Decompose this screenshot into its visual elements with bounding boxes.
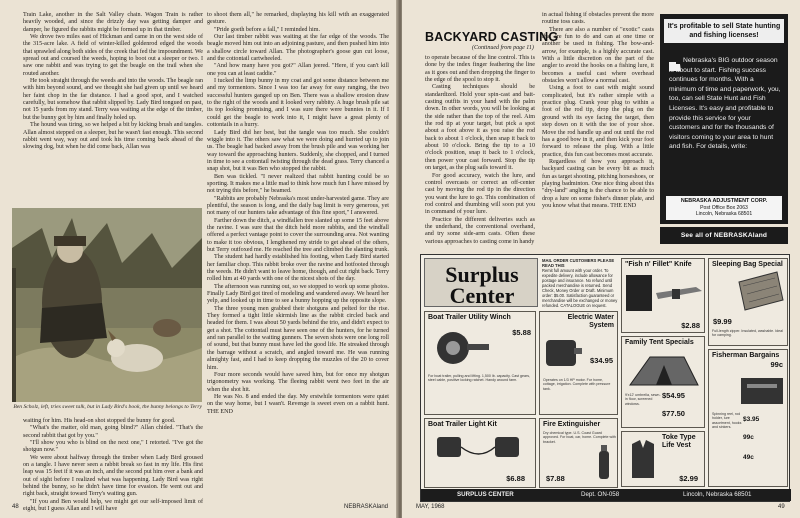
paragraph: We were about halfway through the timber when Lady Bird groused on a tangle. I have never seen a rabbit break so fast in my life. His first leap was 15 feet if it was an inch, and the second put him over a bank and out of sight before I realized what was happening. Lady Bird was right behind the bunny, so he didn't have time for evasion. He went out and right back, straight toward Terry's waiting gun. (23, 454, 203, 498)
paragraph: waiting for him. His head-on shot stopped the bunny for good. (23, 418, 176, 424)
paragraph: "I'll show you who is blind on the next one," I retorted. "I've got the shotgun now." (23, 440, 203, 454)
see-all-brand: NEBRASKAland (713, 232, 768, 239)
winch-icon (431, 326, 491, 370)
paragraph: The afternoon was running out, so we stopped to work up some photos. Finally Lady Bird got tired of modeling and wandered away. We heard her yelp, and looked up in time to see a bunny hopping up the opposite slope. (207, 283, 389, 305)
paragraph: We drove two miles east of Hickman and came in on the west side of the 315-acre lake. A field of winter-killed goldenrod edged the woods that sprawled along both sides of the creek that fed the impoundment. We spread out and coursed the weeds, hoping to boot out a sleeper or two. I saw one rabbit and was trying to get the beagle on the trail when she routed another. (23, 34, 203, 77)
knife-title: "Fish n' Fillet" Knife (625, 261, 692, 268)
fisherman-price-4: 49c (743, 454, 754, 461)
footer-right: Lincoln, Nebraska 68501 (683, 491, 752, 498)
right-folio-number: 49 (778, 504, 785, 510)
paragraph: There are also a number of "exotic" casts that are fun to do and can at one time or another be used in fishing. The bow-and-arrow, for example, is a highly accurate cast. With a little discretion on the part of the angler to avoid the hooks on a fishing lure, it becomes a useful cast where overhead obstacles won't allow a normal cast. (542, 26, 654, 85)
sleeping-bag-title: Sleeping Bag Special (712, 261, 783, 268)
paragraph: in actual fishing if obstacles prevent the more routine toss casts. (542, 12, 654, 26)
paragraph: He took straight through the weeds and into the woods. The beagle ran with him beyond sound, and we thought she had given up until we heard her faint chop in the far distance. I had a good spot, and I watched carefully, but somehow that rabbit slipped by. Lady Bird tongued on past, not 15 yards from my stand. Terry was waiting at the edge of the timber, but the bunny got by him and finally holed up. (23, 78, 203, 121)
left-folio-number: 48 (12, 504, 19, 510)
tent-price-1: $54.95 (662, 391, 685, 400)
fisherman-price: 99c (770, 360, 783, 369)
ad-cell-family-tent: Family Tent Specials $54.95 $77.50 9'x12' umbrella, sewn-in floor, screened windows. (621, 336, 705, 428)
license-ad-headline: It's profitable to sell State hunting and fishing licenses! (664, 19, 784, 43)
life-vest-icon (628, 438, 658, 482)
paragraph: The hound was tiring, so we helped a bit by kicking brush and tangles. Allan almost stepped on a sleeper, but he wasn't fast enough. This second rabbit went way, way out and took his time coming back ahead of the slowing dog, but when he did come back, Allan was (23, 122, 203, 151)
license-ad-body: Nebraska's BIG outdoor season is about to start. Fishing success continues for months. With a minimum of time and paperwork, you, too, can sell State Hunt and Fish Licenses. It's easy and profitable to provide this service for your customers and for the thousands of visitors coming to your area to hunt and fish. For details, write: (669, 57, 781, 151)
right-column-2 (542, 12, 654, 251)
paragraph: The three young men grabbed their shotguns and pelted for the rise. They formed a tight little skirmish line as the rabbit circled back and headed for them. I was about 50 yards behind the trio, and didn't expect to get a shot. The cottontail must have seen one of the hunters, for he turned and ran parallel to the waiting gunners. The seven shots were one long roll of sound, but that bunny must have led the good life. He streaked through the barrage without a scratch, and angled toward me. He was running almighty fast, and I had to keep dropping the muzzles of the 20 to cover him. (207, 305, 389, 371)
continued-note: (Continued from page 11) (472, 45, 534, 51)
paragraph: Regardless of how you approach it, backyard casting can be every bit as much fun as target shooting, pitching horseshoes, or playing badminton. One nice thing about this "dry-land" angling is the chance to be able to drop a lure on some fisher's dinner plate, and you know what that means. THE END (542, 158, 654, 209)
light-kit-price: $6.88 (506, 474, 525, 483)
paragraph: He was No. 8 and ended the day. My erstwhile tormentors were quiet on the way home, but I wasn't. Revenge is sweet even on a rabbit hunt. THE END (207, 393, 389, 415)
paragraph: Using a foot to cast with might sound complicated, but it's rather simple with a practice plug. Crank your plug to within a foot of the rod tip, drop the plug on the ground with its eye facing the target, then step down on it with the toe of your shoe. Move the rod handle up and out until the rod has a good bow in it, and then kick your foot forward to release the plug. With a little practice, this fun cast becomes most accurate. (542, 85, 654, 158)
knife-price: $2.88 (681, 321, 700, 330)
paragraph: For good accuracy, watch the lure, and control overcasts or correct an off-center cast by moving the rod tip in the direction you want the lure to go. This combination of rod control and thumbing will soon put you in command of your lure. (425, 172, 535, 216)
footer-left: SURPLUS CENTER (457, 491, 514, 498)
license-ad (660, 14, 788, 224)
paragraph: "If you and Ben would help, we might get our self-imposed limit of eight, but I guess Allan and I will have (23, 498, 203, 513)
surplus-center-ad (420, 254, 790, 502)
mail-order-notice: MAIL ORDER CUSTOMERS PLEASE READ THIS Remit full amount with your order. To expedite delivery, include allowance for postage and insurance. No refund until packed merchandise is returned. Send Check, Money Order or Draft. Minimum order: $5.00. Satisfaction guaranteed or merchandise will be exchanged or money refunded. CATALOGUE on request. (542, 258, 618, 308)
surplus-logo-line2: Center (449, 283, 515, 308)
hunters-photo (12, 208, 202, 402)
paragraph: to shoot them all," he remarked, displaying his kill with an exaggerated gesture. (207, 12, 389, 26)
ad-cell-water-system: Electric Water System $34.95 Operates on 1/3 HP motor. For home, cottage, irrigation. Complete with pressure tank. (539, 311, 618, 415)
extinguisher-price: $7.88 (546, 474, 565, 483)
ad-cell-fire-extinguisher: Fire Extinguisher Dry chemical type. U.S. Coast Guard approved. For boat, car, home. Complete with bracket. $7.88 (539, 418, 618, 488)
article-title: BACKYARD CASTING (425, 30, 559, 44)
left-folio-magazine: NEBRASKAland (344, 504, 389, 510)
knife-icon (626, 275, 702, 311)
photo-caption: Ben Scholz, left, tries sweet talk, but in Lady Bird's book, the bunny belongs to Terry (13, 404, 202, 410)
paragraph: Practice the different deliveries such as the underhand, the conventional overhand, and try some side-arm casts. Often these various approaches to casting come in handy (425, 216, 535, 245)
paragraph: "What's the matter, old man, going blind?" Allan chided. "That's the second rabbit that got by you." (23, 425, 203, 439)
life-vest-title: Toke Type Life Vest (662, 434, 696, 449)
tent-price-2: $77.50 (662, 409, 685, 418)
surplus-logo-line1: Surplus (445, 262, 519, 287)
light-kit-title: Boat Trailer Light Kit (428, 421, 497, 428)
left-column-1-bottom (23, 418, 203, 513)
paragraph: Four more seconds would have saved him, but for once my shotgun trigonometry was working. The fleeing rabbit went two feet in the air when the shot hit. (207, 371, 389, 393)
paragraph: Ben was tickled. "I never realized that rabbit hunting could be so sporting. It makes me a little mad to think how much fun I have missed by not trying this before," he beamed. (207, 173, 389, 195)
water-system-title: Electric Water System (567, 314, 614, 329)
paragraph: Train Lake, another in the Salt Valley chain. Wagon Train is rather heavily wooded, and since the drizzly day was getting damper and damper, he figured the rabbits might be formed up in that timber. (23, 12, 203, 33)
surplus-logo (424, 258, 538, 307)
trailer-lights-icon (435, 433, 525, 463)
paragraph: "And how many have you got?" Allan jeered. "Here, if you can't kill one you can at least caddie." (207, 63, 389, 77)
pump-icon (544, 334, 584, 370)
paragraph: Farther down the ditch, a windfallen tree slanted up some 15 feet above the ravine. I was sure that the ditch held more rabbits, and the windfall offered a perfect vantage point to cover the surrounding area. Not wanting to make it too obvious, I lengthened my stride to get ahead of the others, but Terry outfoxed me. He reached the tree and climbed the slanting trunk. (207, 217, 389, 253)
left-page (0, 0, 398, 518)
sleeping-bag-price: $9.99 (713, 317, 732, 326)
paragraph: Lady Bird did her best, but the tangle was too much. She couldn't wiggle into it. The others saw what we were doing and hurried up to join us. The beagle had backed away from the brush pile and was working her way toward the approaching hunters. Suddenly, she chopped, and I turned in time to see a cottontail twisting through the dead grass. Terry chanced a snap shot, but it was Ben who stopped the rabbit. (207, 129, 389, 173)
paragraph: to operate because of the line control. This is done by the index finger feathering the line as it goes out and then dropping the finger to the edge of the spool to stop it. (425, 55, 535, 84)
ad-cell-life-vest (621, 431, 705, 487)
paragraph: I tucked the limp bunny in my coat and got some distance between me and my tormentors. Since I was too far away for easy ranging, the two successful hunters ganged up on Ben. There was a shallow erosion draw to the right of the woods and it looked very rabbity. A huge brush pile sat its top looking promising, and I was sure there were bunnies in it. If I could get the beagle to work into it, I might have a great plenty of cottontails in a hurry. (207, 78, 389, 129)
water-system-price: $34.95 (590, 356, 613, 365)
life-vest-price: $2.99 (679, 474, 698, 483)
paragraph: Casting techniques should be standardized. Hold your spin-cast and bait-casting outfits in your hand with the palm down. In other words, you will be looking at the side rather than the top of the reel. Aim the rod tip at your target, but pick a spot about a foot above it as you raise the rod back to about 1 o'clock, then snap it back to about 10 o'clock. Bring the tip to a 10 o'clock position, snap it back to 1 o'clock, then power your cast forward. Stop the tip on target, as the plug sails toward it. (425, 84, 535, 172)
tackle-box-icon (739, 374, 785, 408)
paragraph: "Rabbits are probably Nebraska's most under-harvested game. They are plentiful, the season is long, and the daily bag limit is very generous, yet not many of our hunters take advantage of this fine sport," I answered. (207, 195, 389, 217)
fisherman-price-3: 99c (743, 434, 754, 441)
ad-cell-fisherman-bargains: Fisherman Bargains 99c $3.95 99c 49c Spinning reel, rod holder, lure assortment, hooks and sinkers. (708, 349, 788, 487)
right-folio-date: MAY, 1968 (416, 504, 445, 510)
paragraph: "Pride goeth before a fall," I reminded him. (214, 26, 320, 33)
extinguisher-title: Fire Extinguisher (543, 421, 601, 428)
fisherman-title: Fisherman Bargains (712, 352, 780, 359)
surplus-footer (421, 489, 791, 501)
license-ad-contact: NEBRASKA ADJUSTMENT CORP. Post Office Box 2063 Lincoln, Nebraska 68501 (666, 196, 782, 220)
right-page (402, 0, 800, 518)
paragraph: The student had hardly established his footing, when Lady Bird started her familiar chop. This rabbit broke over the ravine and hotfooted through the weeds. He didn't want to leave home, though, and cut right back. Terry rolled him at 40 yards with one of the nicest shots of the day. (207, 254, 389, 283)
see-all-banner (660, 227, 788, 244)
ad-cell-knife (621, 258, 705, 333)
sleeping-bag-icon (737, 272, 785, 310)
winch-price: $5.88 (512, 328, 531, 337)
ad-cell-winch: Boat Trailer Utility Winch $5.88 For boat trailer, pulling and lifting. 1,500 lb. capacity. Cast gears, steel cable, positive locking ratchet. Handy around farm. (424, 311, 536, 415)
family-tent-title: Family Tent Specials (625, 339, 694, 346)
left-column-1-top (23, 12, 203, 207)
ad-cell-light-kit (424, 418, 536, 488)
right-column-1 (425, 55, 535, 251)
winch-title: Boat Trailer Utility Winch (428, 314, 511, 321)
extinguisher-icon (597, 445, 611, 479)
fisherman-price-2: $3.95 (743, 416, 760, 423)
left-column-2 (207, 12, 389, 502)
paragraph: Our last timber rabbit was waiting at the far edge of the woods. The beagle moved him out into an adjoining pasture, and then pushed him into a shallow circle toward Allan. The photographer's goose gun cut loose, and the cottontail cartwheeled. (207, 34, 389, 63)
tent-icon (626, 351, 702, 387)
ad-cell-sleeping-bag: Sleeping Bag Special $9.99 Full-length zipper. Insulated, washable. Ideal for camping. (708, 258, 788, 346)
footer-mid: Dept. ON-058 (581, 491, 620, 498)
see-all-text: See all of (680, 232, 712, 239)
